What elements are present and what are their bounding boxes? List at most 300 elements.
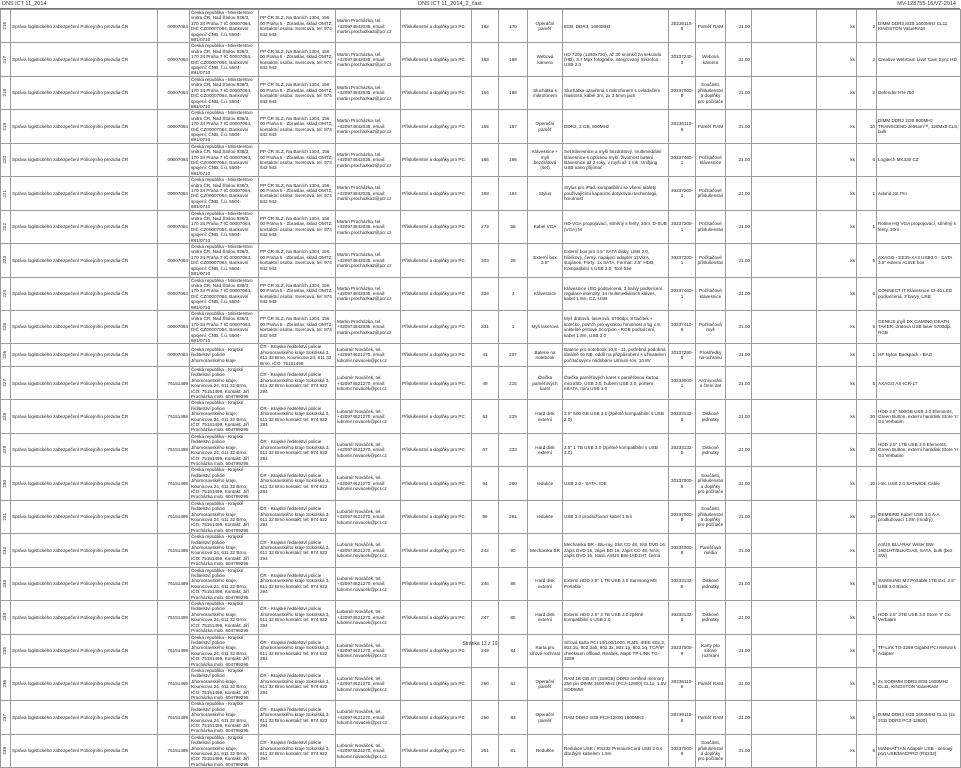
item-spec: RAM DDR3 4GB PC3-12800 1600MHz: [563, 701, 669, 734]
buyer-name: Správa logistického zabezpečení Policejního prezidia ČR: [11, 634, 158, 667]
buyer-name: Správa logistického zabezpečení Policejního prezidia ČR: [11, 367, 158, 400]
item-name: Baterie na notebook: [528, 344, 563, 367]
item-id: 273: [472, 210, 499, 243]
empty-cell: [752, 567, 817, 600]
item-name: Klávesnice + myš bezdrátová (set): [528, 143, 563, 176]
item-id: 168: [472, 177, 499, 210]
table-row: [1, 500, 961, 533]
table-row: [1, 601, 961, 634]
unit: ks: [817, 177, 857, 210]
item-id: 250: [472, 701, 499, 734]
item-id: 165: [472, 110, 499, 143]
item-id: 63: [472, 400, 499, 433]
row-number-label: 231: [2, 513, 7, 521]
table-row: [1, 344, 961, 367]
line-id: 83: [499, 701, 528, 734]
cpv-code: 30237240-3: [669, 43, 696, 76]
item-spec: Čtečka paměťových karet s paměťovou kartou microSD, USB 3.0, hubem USB 2.0, portem eSATA, mini USB 3.0: [563, 367, 669, 400]
vat-rate: 21.00: [726, 310, 752, 343]
category: Příslušenství a doplňky pro PC: [401, 601, 472, 634]
buyer-address: Česká republika - Ministerstvo vnitra ČR, Nad Štolou 936/3, 170 34 Praha 7 IČ 00007064, DIČ CZ00007064, Bankovní spojení: ČNB, č.ú. 5504-881/0710: [190, 277, 259, 310]
row-number: [1, 500, 11, 533]
row-number-label: 224: [2, 289, 7, 298]
table-row: [1, 210, 961, 243]
vat-rate: 21.00: [726, 210, 752, 243]
item-name: Hard disk externí: [528, 601, 563, 634]
item-id: 246: [472, 567, 499, 600]
item-name: Operační paměť: [528, 701, 563, 734]
contact-person: Martin Procházka, tel. +420974842035, email: martin.prochazka2@pcr.cz: [336, 110, 401, 143]
vat-rate: 21.00: [726, 10, 752, 43]
row-number: [1, 10, 11, 43]
line-id: 29: [499, 244, 528, 277]
unit: ks: [817, 433, 857, 466]
line-id: 170: [499, 10, 528, 43]
quantity: 6: [857, 143, 877, 176]
quantity: 10: [857, 467, 877, 500]
line-id: 81: [499, 734, 528, 767]
product-note: DIMM DDR3 8GB 1600MHz CL11 KINGSTON ValueRAM: [877, 10, 961, 43]
delivery-address: PP ČR SLZ, Na Baních 1304, 156 00 Praha 5 - Zbraslav, sklad OMTZ, kontaktní osoba: Svercová, tel: 974 842 943: [259, 210, 336, 243]
empty-cell: [752, 467, 817, 500]
vat-rate: 21.00: [726, 400, 752, 433]
row-number: [1, 277, 11, 310]
row-number-label: 218: [2, 89, 7, 97]
item-id: 247: [472, 601, 499, 634]
product-note: SAMSUNG M3 Portable 1TB Ext. 2.5" USB 3.0 Black: [877, 567, 961, 600]
delivery-address: ČR - Krajské ředitelství policie Jihomoravského kraje Sokolská 3, 611 32 Brno kontakt: tel: 974 622 294: [259, 400, 336, 433]
vat-rate: 21.00: [726, 367, 752, 400]
delivery-address: ČR - Krajské ředitelství policie Jihomoravského kraje Sokolská 3, 611 32 Brno kontakt: tel: 974 622 294: [259, 500, 336, 533]
buyer-ico: 75151499: [158, 400, 190, 433]
empty-cell: [752, 177, 817, 210]
vat-rate: 21.00: [726, 344, 752, 367]
line-id: 86: [499, 567, 528, 600]
item-spec: Klávesnice LED podsvícená, 3 barvy podsvícení, regulace intenzity, 14 multimediálních kláves, kabel 1.5m, CZ, USB: [563, 277, 669, 310]
category: Příslušenství a doplňky pro PC: [401, 467, 472, 500]
cpv-name: Součásti, příslušenství a doplňky pro počítače: [696, 76, 726, 109]
buyer-ico: 00007064: [158, 10, 190, 43]
cpv-name: Archivování a čtení dat: [696, 367, 726, 400]
delivery-address: ČR - Krajské ředitelství policie Jihomoravského kraje Sokolská 3, 611 32 Brno kontakt: tel: 974 622 294: [259, 701, 336, 734]
row-number: [1, 43, 11, 76]
item-spec: Síťová karta PCI 10/100/1000, RJ45, IEEE 802.3, 802.3u, 802.3ab, 802.3x, 802.1p, 802.1q, TCP/IP checksum offload, Realtek, Napt: TP-LINK TG-3269: [563, 634, 669, 667]
delivery-address: ČR - Krajské ředitelství policie Jihomoravského kraje Sokolská 3, 611 32 Brno kontakt: tel: 974 622 294: [259, 534, 336, 567]
page-footer: Stránka 13 z 19: [462, 641, 498, 647]
category: Příslušenství a doplňky pro PC: [401, 567, 472, 600]
empty-cell: [752, 634, 817, 667]
empty-cell: [752, 701, 817, 734]
vat-rate: 21.00: [726, 143, 752, 176]
item-spec: Mechanika BR - Blu-ray, Slot CD 48, Slot DVD 16, zápis DVD 16, zápis BD 16, zápis CD 48, NAS, zápis DVD 16, Hard, ASUS BW-16D1HT, černá: [563, 534, 669, 567]
buyer-name: Správa logistického zabezpečení Policejního prezidia ČR: [11, 667, 158, 700]
delivery-address: ČR - Krajské ředitelství policie Jihomoravského kraje Sokolská 3, 611 32 Brno kontakt: tel: 974 622 294: [259, 567, 336, 600]
product-note: TP-Link TG-3269 Gigabit PCI Network Adapter: [877, 634, 961, 667]
quantity: 1: [857, 177, 877, 210]
cpv-code: 30233000-1: [669, 367, 696, 400]
row-number: [1, 400, 11, 433]
category: Příslušenství a doplňky pro PC: [401, 310, 472, 343]
header-right: MV-128755-16/VZ-2014: [897, 1, 956, 7]
line-id: 215: [499, 367, 528, 400]
product-note: HDD 2.5" 500GB USB 3.0 Elements, Green Button, externí harddisk Store 'n' Go Verbatim: [877, 400, 961, 433]
item-spec: 8GB, DDR3, 1600MHz: [563, 10, 669, 43]
contact-person: Martin Procházka, tel. +420974842035, email: martin.prochazka2@pcr.cz: [336, 10, 401, 43]
contact-person: Lubomír Nováček, tel. +420974621270, email: lubomir.novacek@pcr.cz: [336, 667, 401, 700]
item-spec: 2.5" 1 TB USB 3.0 (zpětně kompatibilní s USB 2.0): [563, 433, 669, 466]
buyer-address: Česká republika - Ministerstvo vnitra ČR, Nad Štolou 936/3, 170 34 Praha 7 IČ 00007064, DIČ CZ00007064, Bankovní spojení: ČNB, č.ú. 5504-881/0710: [190, 110, 259, 143]
category: Příslušenství a doplňky pro PC: [401, 667, 472, 700]
contact-person: Martin Procházka, tel. +420974842035, email: martin.prochazka2@pcr.cz: [336, 244, 401, 277]
contact-person: Lubomír Nováček, tel. +420974621270, email: lubomir.novacek@pcr.cz: [336, 634, 401, 667]
item-id: 41: [472, 344, 499, 367]
cpv-code: 30237000-9: [669, 634, 696, 667]
cpv-code: 30237200-1: [669, 177, 696, 210]
row-number-label: 220: [2, 156, 7, 164]
product-note: AXAGO - EE35-XA3 USB3.0 - SATA 3.5" externí ALINE box: [877, 244, 961, 277]
row-number-label: 233: [2, 580, 7, 588]
cpv-name: Počítačové příslušenství: [696, 210, 726, 243]
buyer-name: Správa logistického zabezpečení Policejního prezidia ČR: [11, 76, 158, 109]
cpv-code: 30233132-5: [669, 601, 696, 634]
empty-cell: [752, 534, 817, 567]
table-row: [1, 467, 961, 500]
product-note: DIMM DDR3 4GB 1600MHz CL11 (2x 2GB DDR3 PC3-12800): [877, 701, 961, 734]
unit: ks: [817, 10, 857, 43]
unit: ks: [817, 634, 857, 667]
buyer-ico: 75151499: [158, 601, 190, 634]
table-row: [1, 567, 961, 600]
item-name: Kabel VGA: [528, 210, 563, 243]
buyer-address: Česká republika - Ministerstvo vnitra ČR, Nad Štolou 936/3, 170 34 Praha 7 IČ 00007064, DIČ CZ00007064, Bankovní spojení: ČNB, č.ú. 5504-881/0710: [190, 210, 259, 243]
cpv-code: 30233132-5: [669, 400, 696, 433]
buyer-name: Správa logistického zabezpečení Policejního prezidia ČR: [11, 734, 158, 767]
contact-person: Lubomír Nováček, tel. +420974621270, email: lubomir.novacek@pcr.cz: [336, 467, 401, 500]
unit: ks: [817, 143, 857, 176]
buyer-name: Správa logistického zabezpečení Policejního prezidia ČR: [11, 244, 158, 277]
buyer-name: Správa logistického zabezpečení Policejního prezidia ČR: [11, 534, 158, 567]
vat-rate: 21.00: [726, 177, 752, 210]
unit: ks: [817, 344, 857, 367]
cpv-code: 30236110-6: [669, 667, 696, 700]
buyer-ico: 00007064: [158, 344, 190, 367]
row-number: [1, 467, 11, 500]
buyer-name: Správa logistického zabezpečení Policejního prezidia ČR: [11, 400, 158, 433]
cpv-name: Diskové jednotky: [696, 601, 726, 634]
item-name: redukce: [528, 467, 563, 500]
cpv-name: Diskové jednotky: [696, 567, 726, 600]
header-left: DNS ICT 11_2014: [2, 1, 47, 7]
quantity: 5: [857, 634, 877, 667]
delivery-address: PP ČR SLZ, Na Baních 1304, 156 00 Praha 5 - Zbraslav, sklad OMTZ, kontaktní osoba: Svercová, tel: 974 842 943: [259, 143, 336, 176]
item-spec: HD 720p (1280x720), až 30 snímků za sekundu (HD), 3.7 Mpx fotografie, integrovaný mikrofon, USB 2.0: [563, 43, 669, 76]
item-spec: Baterie pro notebook 10,8 - 11, potřebná podobná ideálně se NB, oddíl na přizpůsobení s uživatelem počítačovými nádobami Lithium-Ion, 10.8V: [563, 344, 669, 367]
row-number: [1, 244, 11, 277]
cpv-code: 30237290-5: [669, 344, 696, 367]
buyer-name: Správa logistického zabezpečení Policejního prezidia ČR: [11, 177, 158, 210]
buyer-ico: 00007064: [158, 277, 190, 310]
row-number: [1, 367, 11, 400]
delivery-address: PP ČR SLZ, Na Baních 1304, 156 00 Praha 5 - Zbraslav, sklad OMTZ, kontaktní osoba: Svercová, tel: 974 842 943: [259, 310, 336, 343]
contact-person: Lubomír Nováček, tel. +420974621270, email: lubomir.novacek@pcr.cz: [336, 601, 401, 634]
line-id: 261: [499, 500, 528, 533]
unit: ks: [817, 400, 857, 433]
line-id: 166: [499, 143, 528, 176]
contact-person: Lubomír Nováček, tel. +420974621270, email: lubomir.novacek@pcr.cz: [336, 534, 401, 567]
vat-rate: 21.00: [726, 43, 752, 76]
quantity: 1: [857, 344, 877, 367]
product-note: Adonit Jot Pro: [877, 177, 961, 210]
product-note: HDD 2.5" 2TB USB 3.0 Store 'n' Go Verbatim: [877, 601, 961, 634]
buyer-name: Správa logistického zabezpečení Policejního prezidia ČR: [11, 277, 158, 310]
empty-cell: [752, 110, 817, 143]
row-number: [1, 76, 11, 109]
category: Příslušenství a doplňky pro PC: [401, 10, 472, 43]
item-id: 95: [472, 500, 499, 533]
unit: ks: [817, 467, 857, 500]
buyer-name: Správa logistického zabezpečení Policejního prezidia ČR: [11, 500, 158, 533]
item-name: Sluchátka s mikrofonem: [528, 76, 563, 109]
delivery-address: PP ČR SLZ, Na Baních 1304, 156 00 Praha 5 - Zbraslav, sklad OMTZ, kontaktní osoba: Svercová, tel: 974 842 943: [259, 43, 336, 76]
item-name: Stylus: [528, 177, 563, 210]
row-number-label: 230: [2, 479, 7, 488]
cpv-name: Počítačové klávesnice: [696, 143, 726, 176]
product-note: 2x SODIMM DDR3 8GB 1600MHz CL11, KINGSTON ValueRAM: [877, 667, 961, 700]
vat-rate: 21.00: [726, 667, 752, 700]
row-number: [1, 634, 11, 667]
product-note: ASUS BLU-RAY Writer BW-16D1HT/BLK/G/AS, SATA, bulk (bez SW): [877, 534, 961, 567]
buyer-address: Česká republika - Krajské ředitelství policie Jihomoravského kraje, Kounicova 24, 611 32 Brno, IČO: 75151499, Kontakt: Jiří Procházka mob. 604799295: [190, 667, 259, 700]
row-number-label: 225: [2, 323, 7, 331]
quantity: 5: [857, 601, 877, 634]
delivery-address: PP ČR SLZ, Na Baních 1304, 156 00 Praha 5 - Zbraslav, sklad OMTZ, kontaktní osoba: Svercová, tel: 974 842 943: [259, 277, 336, 310]
item-name: Operační paměť: [528, 10, 563, 43]
line-id: 229: [499, 400, 528, 433]
delivery-address: PP ČR SLZ, Na Baních 1304, 156 00 Praha 5 - Zbraslav, sklad OMTZ, kontaktní osoba: Svercová, tel: 974 842 943: [259, 10, 336, 43]
buyer-name: Správa logistického zabezpečení Policejního prezidia ČR: [11, 210, 158, 243]
unit: ks: [817, 244, 857, 277]
row-number: [1, 344, 11, 367]
contact-person: Martin Procházka, tel. +420974842035, email: martin.prochazka2@pcr.cz: [336, 210, 401, 243]
item-id: 249: [472, 634, 499, 667]
buyer-address: Česká republika - Krajské ředitelství policie Jihomoravského kraje, Kounicova 24, 611 32 Brno, IČO: 75151499, Kontakt: Jiří Procházka mob. 604799295: [190, 433, 259, 466]
empty-cell: [752, 667, 817, 700]
row-number-label: 219: [2, 122, 7, 131]
row-number-label: 236: [2, 680, 7, 688]
item-id: 250: [472, 667, 499, 700]
quantity: 5: [857, 310, 877, 343]
empty-cell: [752, 143, 817, 176]
buyer-name: Správa logistického zabezpečení Policejního prezidia ČR: [11, 310, 158, 343]
empty-cell: [752, 277, 817, 310]
empty-cell: [752, 601, 817, 634]
product-note: i-tec USB 2.0 SATA/IDE Cable: [877, 467, 961, 500]
quantity: 5: [857, 567, 877, 600]
item-name: Mechanika BR: [528, 534, 563, 567]
item-spec: Redukce USB / RS232 PremiumCord USB 2.0 s dlouhým kabelem 1.5m: [563, 734, 669, 767]
item-name: Hard disk externí: [528, 400, 563, 433]
item-spec: RAM 1B GB 4/7 (2x8GB) DDR3 certified memory 256 pin DIMM 1600 MHz (PC3-12800) CL11, 1.5V SODIMM: [563, 667, 669, 700]
item-name: Operační paměť: [528, 110, 563, 143]
item-spec: Sluchátka uzavřená s mikrofonem s ovladačem hlasitosti, kabel 3m, 2x 3.5mm jack: [563, 76, 669, 109]
buyer-name: Správa logistického zabezpečení Policejního prezidia ČR: [11, 43, 158, 76]
item-spec: USB 3.0 prodlužovací kabel 1.5m: [563, 500, 669, 533]
quantity: 5: [857, 667, 877, 700]
item-name: Klávesnice: [528, 277, 563, 310]
item-id: 166: [472, 143, 499, 176]
vat-rate: 21.00: [726, 467, 752, 500]
buyer-name: Správa logistického zabezpečení Policejního prezidia ČR: [11, 110, 158, 143]
vat-rate: 21.00: [726, 634, 752, 667]
unit: ks: [817, 43, 857, 76]
buyer-ico: 75151499: [158, 701, 190, 734]
line-id: 207: [499, 344, 528, 367]
row-number: [1, 177, 11, 210]
cpv-code: 30233132-5: [669, 567, 696, 600]
cpv-name: Prostředky na ochranu: [696, 344, 726, 367]
row-number-label: 217: [2, 55, 7, 64]
buyer-ico: 00007064: [158, 76, 190, 109]
category: Příslušenství a doplňky pro PC: [401, 534, 472, 567]
quantity: 5: [857, 277, 877, 310]
item-id: 49: [472, 367, 499, 400]
buyer-address: Česká republika - Krajské ředitelství policie Jihomoravského kraje, Kounicova 24, 611 32 Brno, IČO: 75151499, Kontakt: Jiří Procházka mob. 604799295: [190, 734, 259, 767]
quantity: 20: [857, 400, 877, 433]
empty-cell: [752, 433, 817, 466]
cpv-name: Součásti, příslušenství a doplňky pro počítače: [696, 467, 726, 500]
empty-cell: [752, 367, 817, 400]
table-row: [1, 701, 961, 734]
product-note: Defender HN-750: [877, 76, 961, 109]
item-name: redukce: [528, 500, 563, 533]
buyer-address: Česká republika - Krajské ředitelství policie Jihomoravského kraje, Kounicova 24, 611 32 Brno, IČO: 75151499, Kontakt: Jiří Procházka mob. 604799295: [190, 701, 259, 734]
empty-cell: [752, 500, 817, 533]
product-note: GENIUS myš DX GAMING DEATH TAKER, drátová USB laser 5700dpi, RGB: [877, 310, 961, 343]
vat-rate: 21.00: [726, 601, 752, 634]
unit: ks: [817, 734, 857, 767]
item-name: Externí box 3.5": [528, 244, 563, 277]
category: Příslušenství a doplňky pro PC: [401, 367, 472, 400]
table-row: [1, 277, 961, 310]
item-id: 303: [472, 244, 499, 277]
quantity: 2: [857, 76, 877, 109]
row-number: [1, 110, 11, 143]
delivery-address: ČR - Krajské ředitelství policie Jihomoravského kraje Sokolská 3, 611 32 Brno kontakt: tel: 974 622 294: [259, 601, 336, 634]
category: Příslušenství a doplňky pro PC: [401, 110, 472, 143]
item-spec: 2.5" 500 GB USB 3.0 (zpětně kompatibilní s USB 2.0): [563, 400, 669, 433]
table-row: [1, 400, 961, 433]
buyer-name: Správa logistického zabezpečení Policejního prezidia ČR: [11, 567, 158, 600]
buyer-name: Správa logistického zabezpečení Policejního prezidia ČR: [11, 344, 158, 367]
empty-cell: [752, 210, 817, 243]
delivery-address: PP ČR SLZ, Na Baních 1304, 156 00 Praha 5 - Zbraslav, sklad OMTZ, kontaktní osoba: Svercová, tel: 974 842 943: [259, 76, 336, 109]
delivery-address: ČR - Krajské ředitelství policie Jihomoravského kraje Sokolská 3, 611 32 Brno kontakt: tel: 974 622 294: [259, 634, 336, 667]
product-note: HDD 2.5" 1TB USB 3.0 Elements, Green Button, externí harddisk Store 'n' Go Verbatim: [877, 433, 961, 466]
item-id: 251: [472, 734, 499, 767]
buyer-ico: 75151499: [158, 433, 190, 466]
cpv-code: 30233132-5: [669, 433, 696, 466]
table-row: [1, 667, 961, 700]
vat-rate: 21.00: [726, 110, 752, 143]
row-number: [1, 534, 11, 567]
buyer-address: Česká republika - Krajské ředitelství policie Jihomoravského kraje, Kounicova 24, 611 32 Brno, IČO: 75151499, Kontakt: Jiří Procházka mob. 604799295: [190, 601, 259, 634]
empty-cell: [752, 344, 817, 367]
buyer-address: Česká republika - Krajské ředitelství policie Jihomoravského kraje, Kounicova 24, 611 32 Brno, IČO: 75151499, Kontakt: Jiří Procházka mob. 604799295: [190, 367, 259, 400]
contact-person: Martin Procházka, tel. +420974842035, email: martin.prochazka2@pcr.cz: [336, 76, 401, 109]
buyer-address: Česká republika - Ministerstvo vnitra ČR, Nad Štolou 936/3, 170 34 Praha 7 IČ 00007064, DIČ CZ00007064, Bankovní spojení: ČNB, č.ú. 5504-881/0710: [190, 10, 259, 43]
unit: ks: [817, 367, 857, 400]
buyer-ico: 00007064: [158, 177, 190, 210]
buyer-address: Česká republika - Krajské ředitelství policie Jihomoravského kraje, Kounicova 24, 611 32 Brno, IČO: 75151499, Kontakt: Jiří Procházka mob. 604799295: [190, 567, 259, 600]
table-row: [1, 143, 961, 176]
cpv-code: 30237460-1: [669, 143, 696, 176]
contact-person: Lubomír Nováček, tel. +420974621270, email: lubomir.novacek@pcr.cz: [336, 367, 401, 400]
line-id: 168: [499, 76, 528, 109]
product-note: Creative WebCam Live! Cam Sync HD: [877, 43, 961, 76]
item-spec: Myš drátová, laserová, 5700dpi, 8 tlačítek + kolečko, povrch pro vysokou hmotnost a 5g x 8, volitelné prstové Scorpion - RGB podsvícení, kabel 1.8m, USB 2.0: [563, 310, 669, 343]
header-center: DNS ICT 11_2014_2_část: [418, 1, 482, 7]
line-id: 82: [499, 667, 528, 700]
buyer-ico: 00007064: [158, 210, 190, 243]
quantity: 2: [857, 43, 877, 76]
buyer-ico: 75151499: [158, 367, 190, 400]
category: Příslušenství a doplňky pro PC: [401, 43, 472, 76]
item-name: Redukce: [528, 734, 563, 767]
category: Příslušenství a doplňky pro PC: [401, 76, 472, 109]
product-note: DIMM DDR2 2GB 800MHz TRANSCEND JetRam™, 128Mx8 CL6, bulk: [877, 110, 961, 143]
buyer-address: Česká republika - Ministerstvo vnitra ČR, Nad Štolou 936/3, 170 34 Praha 7 IČ 00007064, DIČ CZ00007064, Bankovní spojení: ČNB, č.ú. 5504-881/0710: [190, 143, 259, 176]
row-number: [1, 210, 11, 243]
line-id: 84: [499, 634, 528, 667]
table-row: [1, 310, 961, 343]
buyer-address: Česká republika - Ministerstvo vnitra ČR, Nad Štolou 936/3, 170 34 Praha 7 IČ 00007064, DIČ CZ00007064, Bankovní spojení: ČNB, č.ú. 5504-881/0710: [190, 177, 259, 210]
buyer-name: Správa logistického zabezpečení Policejního prezidia ČR: [11, 433, 158, 466]
item-id: 162: [472, 10, 499, 43]
buyer-name: Správa logistického zabezpečení Policejního prezidia ČR: [11, 143, 158, 176]
product-note: CONNECT IT Klávesnice CI-46 LED podsvícená, 3 barvy, USB: [877, 277, 961, 310]
empty-cell: [752, 400, 817, 433]
buyer-name: Správa logistického zabezpečení Policejního prezidia ČR: [11, 701, 158, 734]
vat-rate: 21.00: [726, 567, 752, 600]
product-note: GEMBIRD Kabel USB 3.0 A-A prodlužovací 1.8m (modrý): [877, 500, 961, 533]
row-number-label: 238: [2, 747, 7, 755]
buyer-address: Česká republika - Ministerstvo vnitra ČR, Nad Štolou 936/3, 170 34 Praha 7 IČ 00007064, DIČ CZ00007064, Bankovní spojení: ČNB, č.ú. 5504-881/0710: [190, 244, 259, 277]
contact-person: Lubomír Nováček, tel. +420974621270, email: lubomir.novacek@pcr.cz: [336, 500, 401, 533]
category: Příslušenství a doplňky pro PC: [401, 177, 472, 210]
cpv-code: 30236110-6: [669, 10, 696, 43]
item-name: Karta pro síťové rozhraní: [528, 634, 563, 667]
delivery-address: PP ČR SLZ, Na Baních 1304, 156 00 Praha 5 - Zbraslav, sklad OMTZ, kontaktní osoba: Svercová, tel: 974 842 943: [259, 110, 336, 143]
row-number-label: 221: [2, 189, 7, 198]
row-number-label: 228: [2, 412, 7, 421]
contact-person: Martin Procházka, tel. +420974842035, email: martin.prochazka2@pcr.cz: [336, 177, 401, 210]
table-row: [1, 10, 961, 43]
contact-person: Lubomír Nováček, tel. +420974621270, email: lubomir.novacek@pcr.cz: [336, 344, 401, 367]
cpv-name: Paměťová média: [696, 534, 726, 567]
table-row: [1, 43, 961, 76]
item-id: 94: [472, 467, 499, 500]
buyer-ico: 00007064: [158, 310, 190, 343]
cpv-name: Paměť RAM: [696, 701, 726, 734]
line-id: 4: [499, 277, 528, 310]
delivery-address: PP ČR SLZ, Na Baních 1304, 156 00 Praha 5 - Zbraslav, sklad OMTZ, kontaktní osoba: Svercová, tel: 974 842 943: [259, 244, 336, 277]
delivery-address: ČR - Krajské ředitelství policie Jihomoravského kraje Sokolská 3, 611 32 Brno, Kounicova 24, 611 32 Brno, IČO: 75151499: [259, 344, 336, 367]
item-id: 163: [472, 43, 499, 76]
item-spec: Stylus pro iPad, kompatibilní se všemi tablety používajícími kapacitní dotykovou technologii, hmotnost: [563, 177, 669, 210]
unit: ks: [817, 701, 857, 734]
unit: ks: [817, 534, 857, 567]
item-spec: HD-VGA propojovací, stíněný s ferity, 20m, D-SUB (VGA) M: [563, 210, 669, 243]
